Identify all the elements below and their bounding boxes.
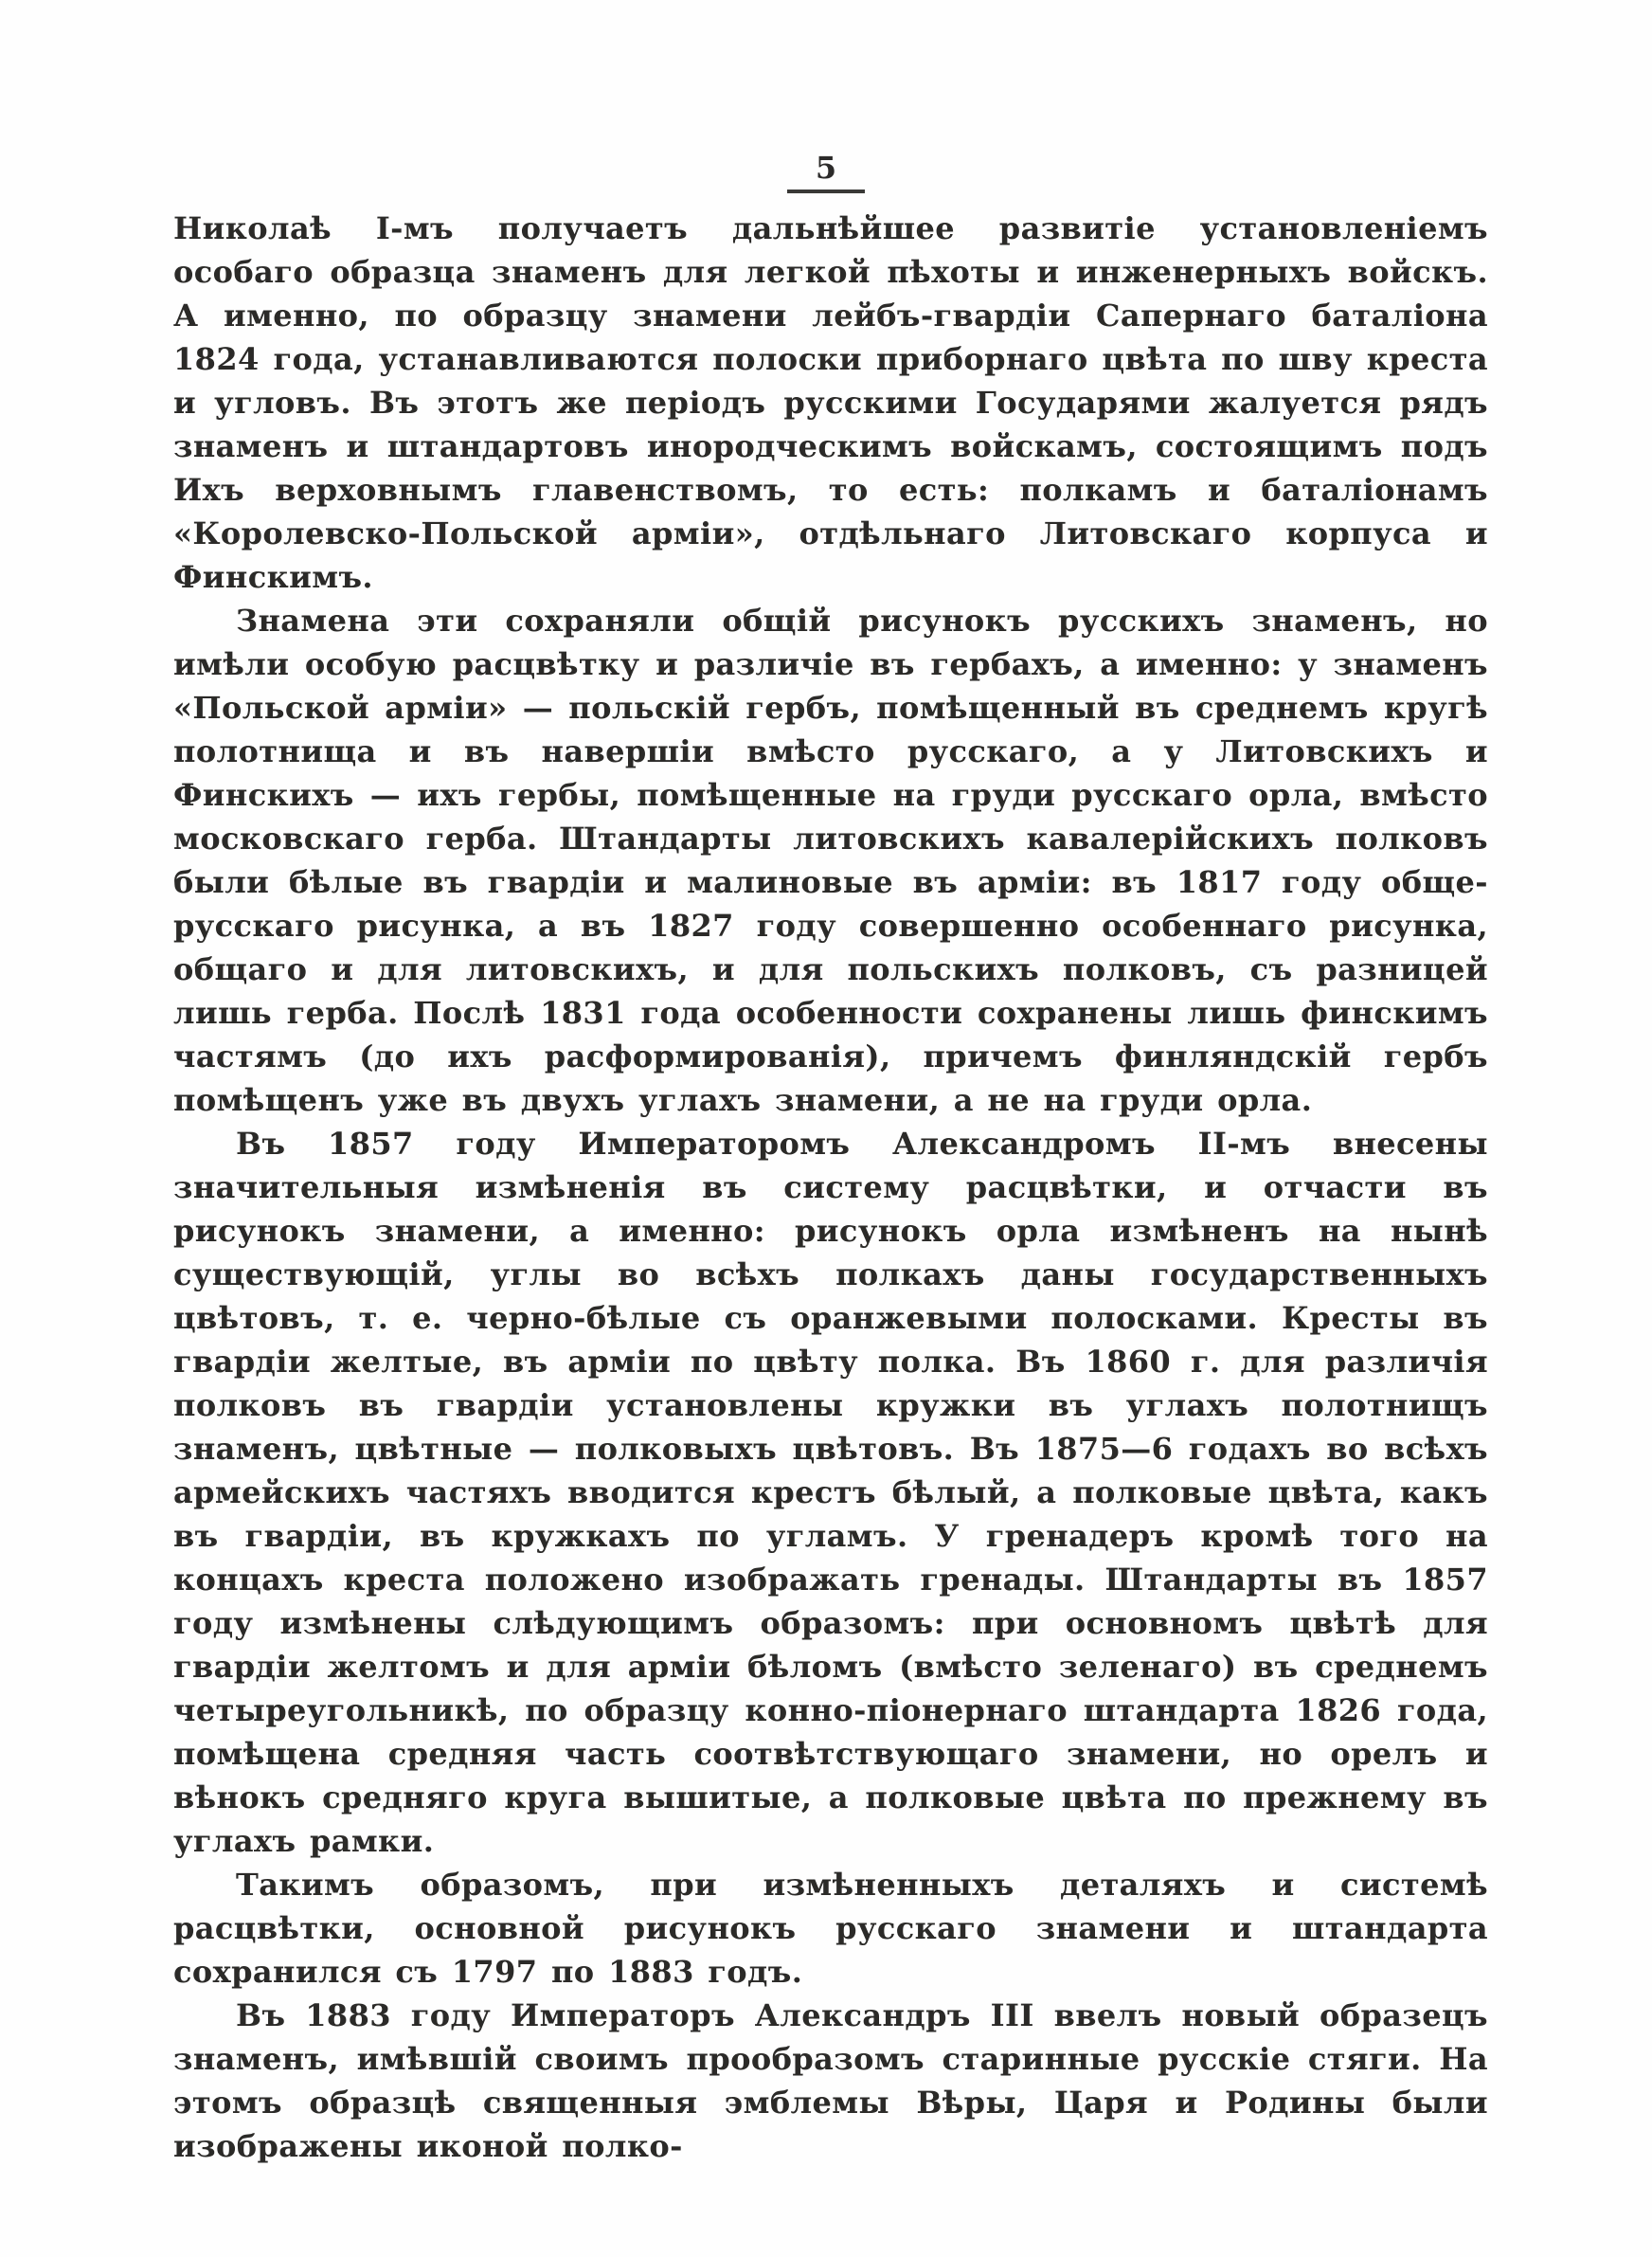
text-block	[173, 207, 1488, 2168]
paragraph: Въ 1883 году Императоръ Александръ III ввелъ новый образецъ знаменъ, имѣвшій своимъ прообразомъ старинные русскіе стяги. На этомъ образцѣ священныя эмблемы Вѣры, Царя и Родины были изображены иконой полко-	[173, 1997, 1488, 2164]
paragraph: Знамена эти сохраняли общій рисунокъ русскихъ знаменъ, но имѣли особую расцвѣтку и различіе въ гербахъ, а именно: у знаменъ «Польской арміи» — польскій гербъ, помѣщенный въ среднемъ кругѣ полотнища и въ навершіи вмѣсто русскаго, а у Литовскихъ и Финскихъ — ихъ гербы, помѣщенные на груди русскаго орла, вмѣсто московскаго герба. Штандарты литовскихъ кавалерійскихъ полковъ были бѣлые въ гвардіи и малиновые въ арміи: въ 1817 году обще-русскаго рисунка, а въ 1827 году совершенно особеннаго рисунка, общаго и для литовскихъ, и для польскихъ полковъ, съ разницей лишь герба. Послѣ 1831 года особенности сохранены лишь финскимъ частямъ (до ихъ расформированія), причемъ финляндскій гербъ помѣщенъ уже въ двухъ углахъ знамени, а не на груди орла.	[173, 603, 1488, 1118]
page-number	[0, 150, 1652, 193]
page-number-value: 5	[787, 150, 865, 193]
paragraph: Въ 1857 году Императоромъ Александромъ II-мъ внесены значительныя измѣненія въ систему расцвѣтки, и отчасти въ рисунокъ знамени, а именно: рисунокъ орла измѣненъ на нынѣ существующій, углы во всѣхъ полкахъ даны государственныхъ цвѣтовъ, т. е. черно-бѣлые съ оранжевыми полосками. Кресты въ гвардіи желтые, въ арміи по цвѣту полка. Въ 1860 г. для различія полковъ въ гвардіи установлены кружки въ углахъ полотнищъ знаменъ, цвѣтные — полковыхъ цвѣтовъ. Въ 1875—6 годахъ во всѣхъ армейскихъ частяхъ вводится крестъ бѣлый, а полковые цвѣта, какъ въ гвардіи, въ кружкахъ по угламъ. У гренадеръ кромѣ того на концахъ креста положено изображать гренады. Штандарты въ 1857 году измѣнены слѣдующимъ образомъ: при основномъ цвѣтѣ для гвардіи желтомъ и для арміи бѣломъ (вмѣсто зеленаго) въ среднемъ четыреугольникѣ, по образцу конно-піонернаго штандарта 1826 года, помѣщена средняя часть соотвѣтствующаго знамени, но орелъ и вѣнокъ средняго круга вышитые, а полковые цвѣта по прежнему въ углахъ рамки.	[173, 1126, 1488, 1859]
paragraph: Такимъ образомъ, при измѣненныхъ деталяхъ и системѣ расцвѣтки, основной рисунокъ русскаго знамени и штандарта сохранился съ 1797 по 1883 годъ.	[173, 1867, 1488, 1990]
paragraph: Николаѣ I-мъ получаетъ дальнѣйшее развитіе установленіемъ особаго образца знаменъ для легкой пѣхоты и инженерныхъ войскъ. А именно, по образцу знамени лейбъ-гвардіи Сапернаго баталіона 1824 года, устанавливаются полоски приборнаго цвѣта по шву креста и угловъ. Въ этотъ же періодъ русскими Государями жалуется рядъ знаменъ и штандартовъ инородческимъ войскамъ, состоящимъ подъ Ихъ верховнымъ главенствомъ, то есть: полкамъ и баталіонамъ «Королевско-Польской арміи», отдѣльнаго Литовскаго корпуса и Финскимъ.	[173, 210, 1488, 595]
